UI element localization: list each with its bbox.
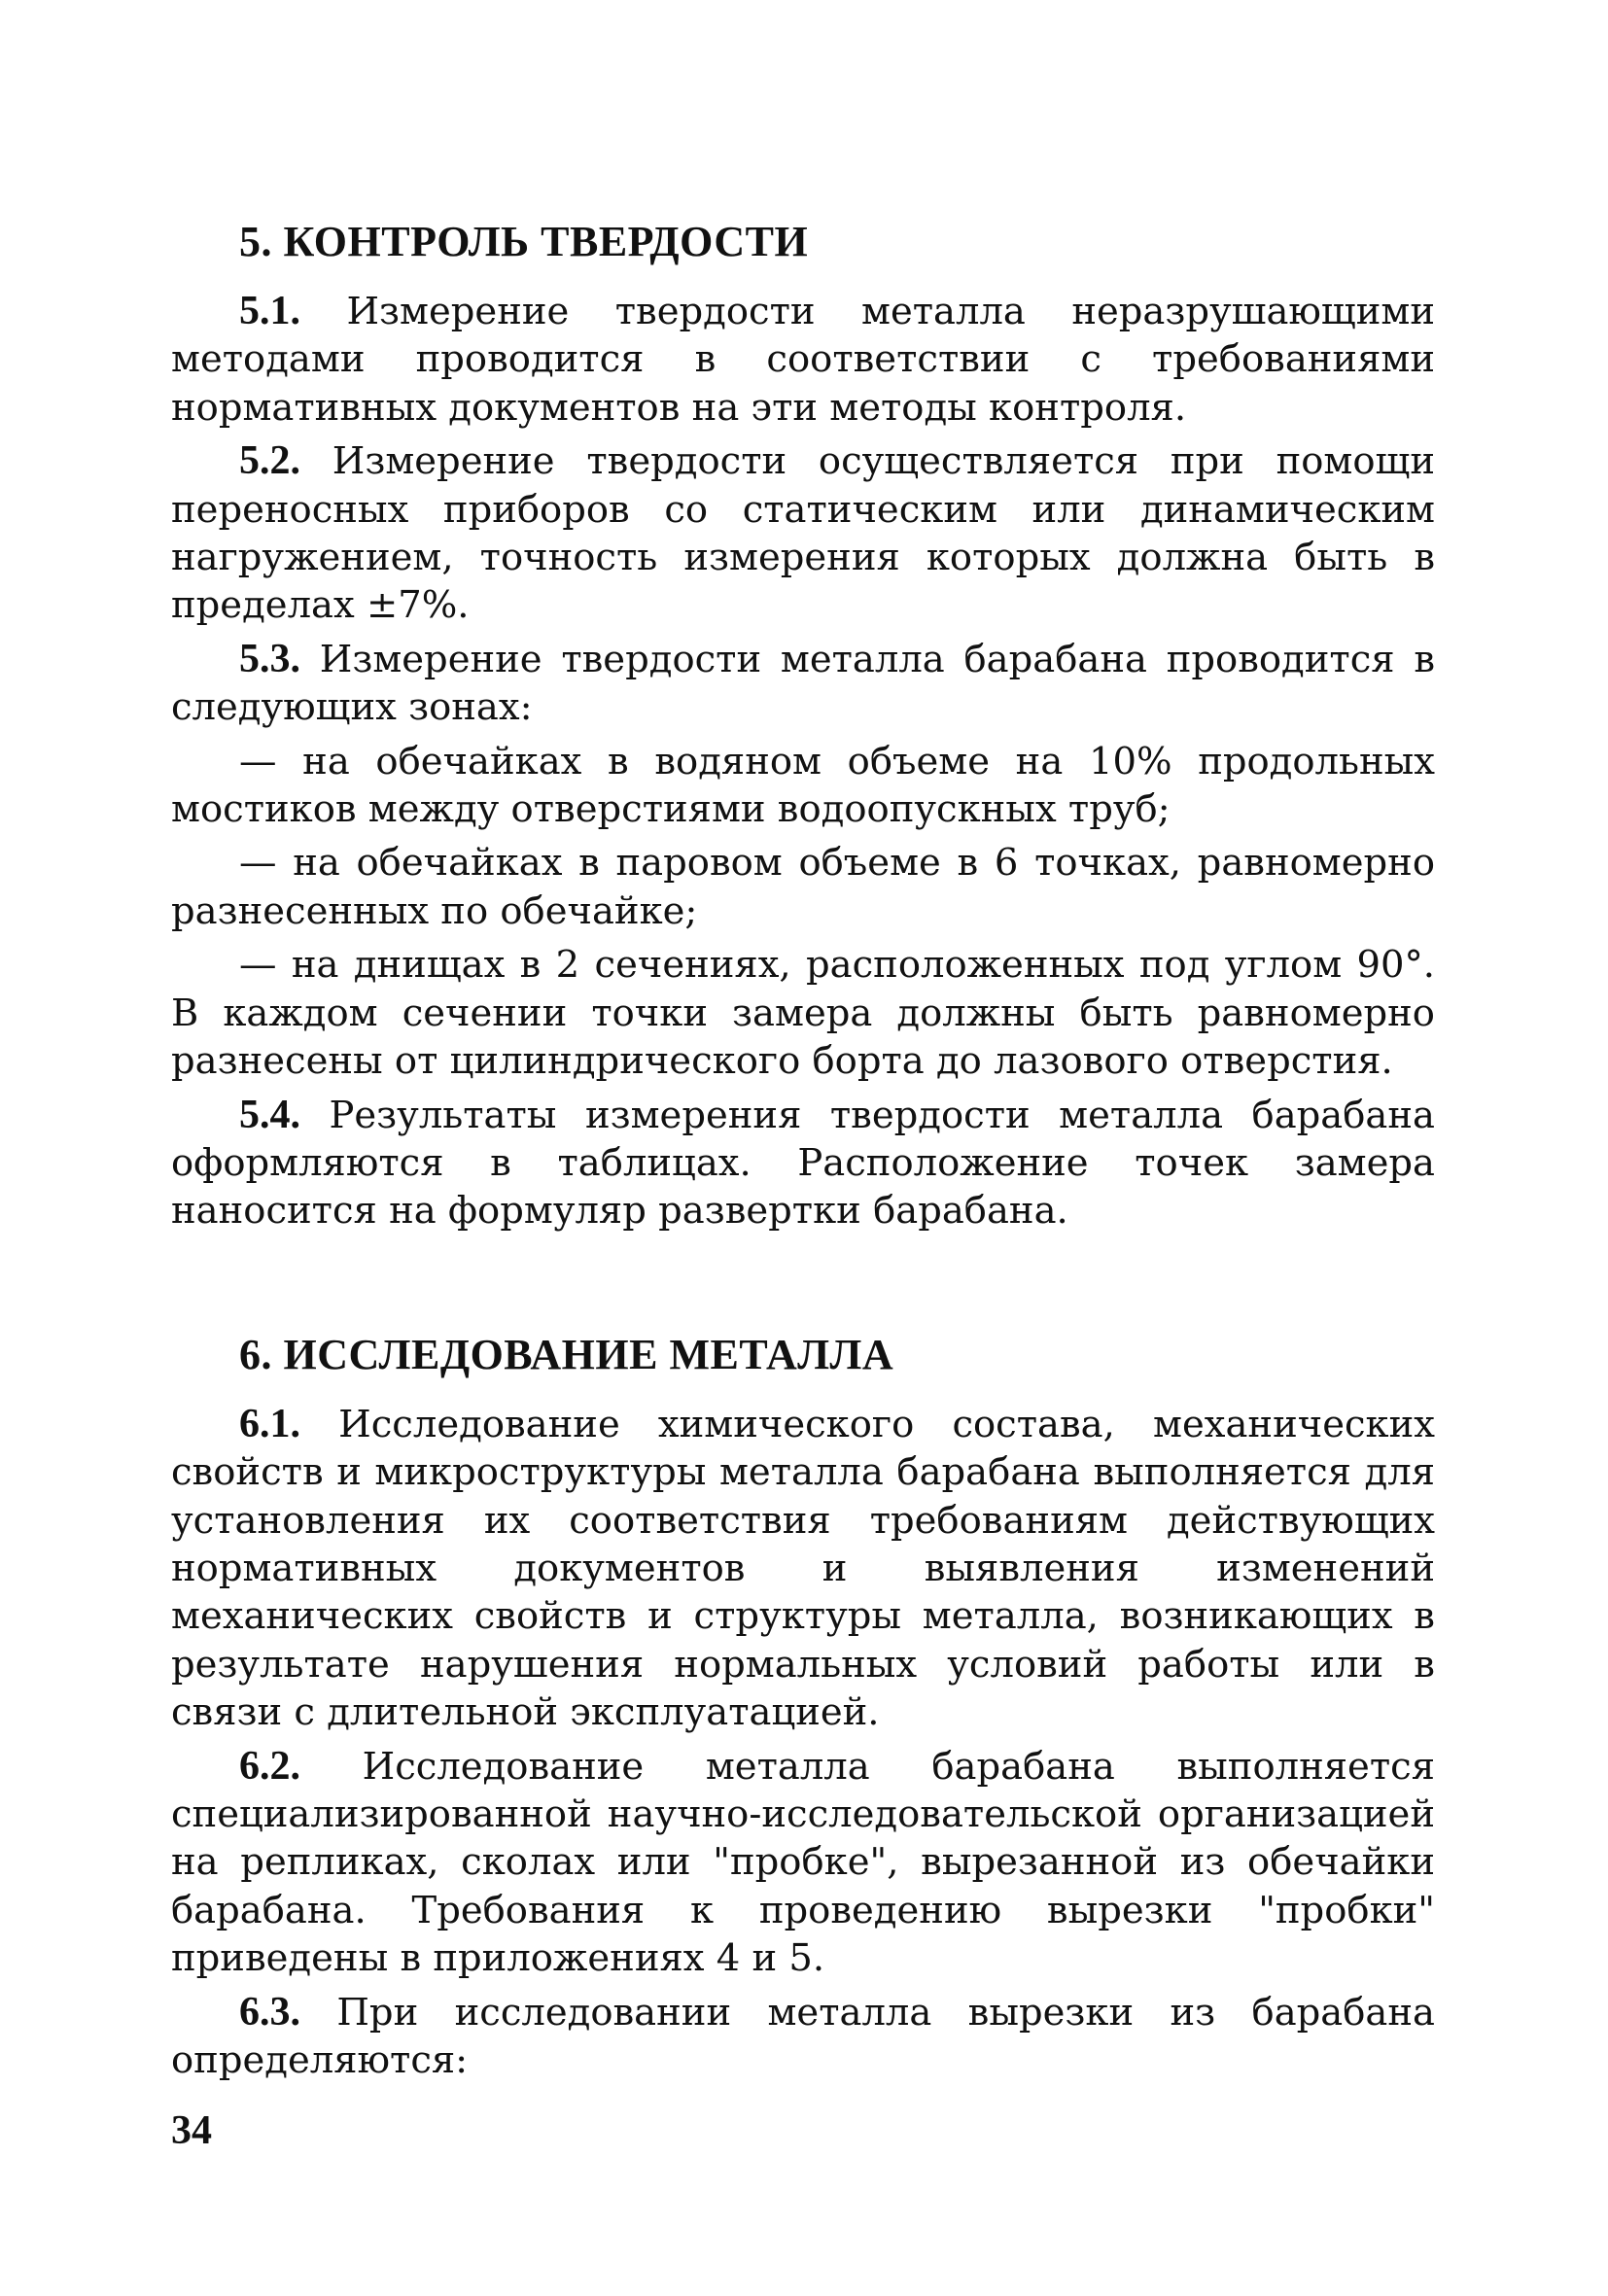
paragraph-5-4	[171, 1092, 1435, 1235]
document-page	[171, 216, 1435, 2090]
section-6-heading: 6. ИССЛЕДОВАНИЕ МЕТАЛЛА	[239, 1330, 894, 1378]
list-item-heads	[171, 941, 1435, 1085]
paragraph-text: Результаты измерения твердости металла барабана оформляются в таблицах. Расположение точек замера наносится на формуляр развертки барабана.	[171, 1093, 1435, 1234]
list-item-text: — на обечайках в водяном объеме на 10% продольных мостиков между отверстиями водоопускных труб;	[171, 739, 1435, 832]
paragraph-number: 5.2.	[239, 438, 300, 484]
paragraph-text: Исследование металла барабана выполняется специализированной научно-исследовательской организацией на репликах, сколах или "пробке", вырезанной из обечайки барабана. Требования к проведению вырезки "пробки" приведены в приложениях 4 и 5.	[171, 1744, 1435, 1981]
list-item-steam-volume	[171, 839, 1435, 935]
paragraph-number: 5.3.	[239, 636, 300, 681]
paragraph-number: 6.2.	[239, 1743, 300, 1789]
paragraph-6-1	[171, 1401, 1435, 1737]
paragraph-5-2	[171, 437, 1435, 630]
paragraph-5-1	[171, 288, 1435, 432]
paragraph-number: 6.3.	[239, 1989, 300, 2035]
paragraph-6-3	[171, 1989, 1435, 2085]
paragraph-text: Исследование химического состава, механических свойств и микроструктуры металла барабана выполняется для установления их соответствия требованиям действующих нормативных документов и выявления изменений механических свойств и структуры металла, возникающих в результате нарушения нормальных условий работы или в связи с длительной эксплуатацией.	[171, 1402, 1435, 1735]
paragraph-6-2	[171, 1743, 1435, 1983]
paragraph-number: 5.4.	[239, 1092, 300, 1137]
list-item-text: — на днищах в 2 сечениях, расположенных под углом 90°. В каждом сечении точки замера должны быть равномерно разнесены от цилиндрического борта до лазового отверстия.	[171, 943, 1435, 1084]
paragraph-text: Измерение твердости металла барабана проводится в следующих зонах:	[171, 637, 1435, 730]
paragraph-5-3	[171, 636, 1435, 732]
paragraph-text: При исследовании металла вырезки из барабана определяются:	[171, 1990, 1435, 2082]
list-item-water-volume	[171, 738, 1435, 834]
paragraph-text: Измерение твердости осуществляется при помощи переносных приборов со статическим или динамическим нагружением, точность измерения которых должна быть в пределах ±7%.	[171, 439, 1435, 628]
paragraph-number: 5.1.	[239, 289, 300, 333]
page-number: 34	[171, 2108, 212, 2153]
section-5-heading: 5. КОНТРОЛЬ ТВЕРДОСТИ	[239, 218, 809, 265]
list-item-text: — на обечайках в паровом объеме в 6 точках, равномерно разнесенных по обечайке;	[171, 841, 1435, 933]
paragraph-text: Измерение твердости металла неразрушающими методами проводится в соответствии с требованиями нормативных документов на эти методы контроля.	[171, 290, 1435, 430]
paragraph-number: 6.1.	[239, 1401, 300, 1446]
